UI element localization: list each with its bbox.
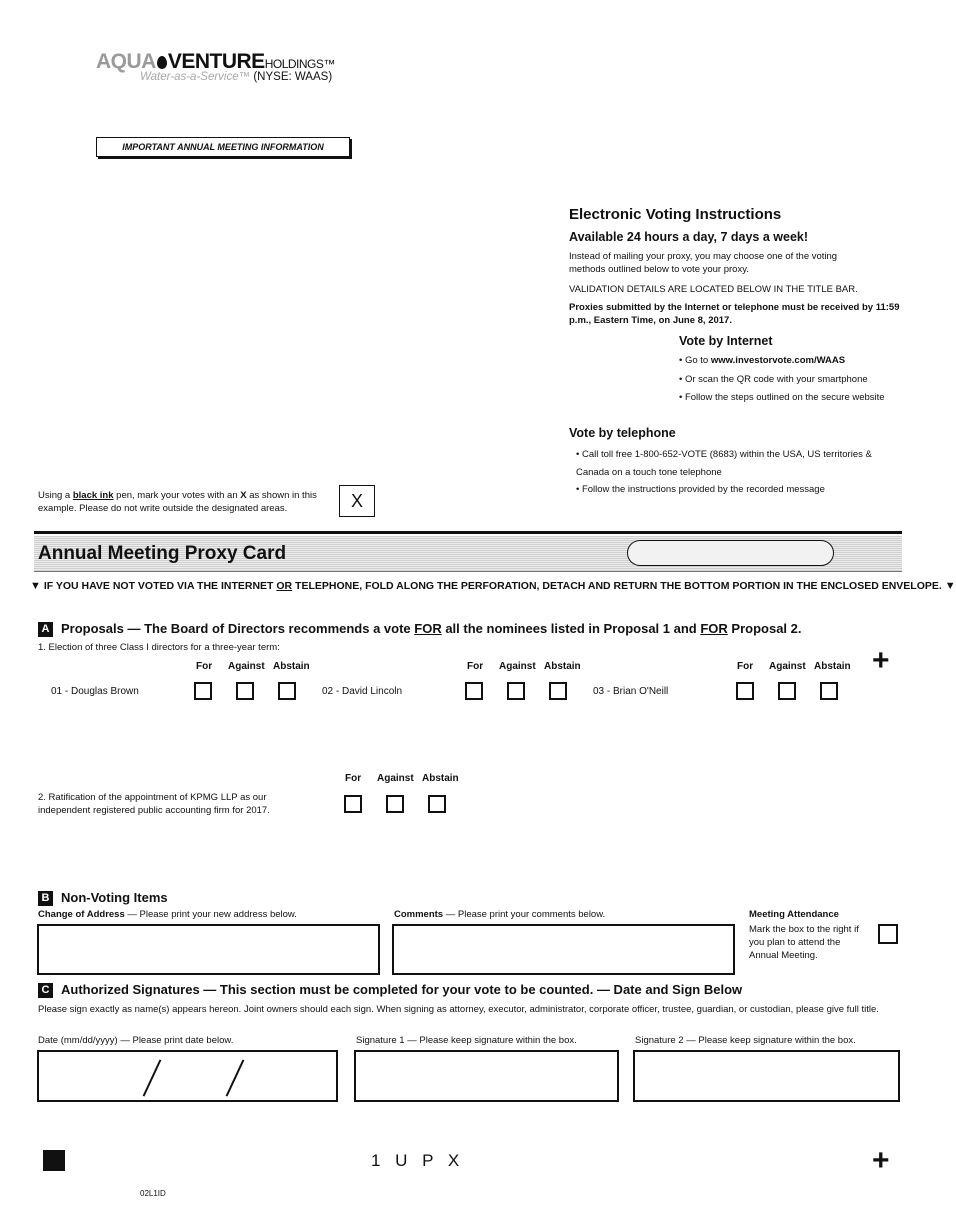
section-a-heading: Proposals — The Board of Directors recommends a vote FOR all the nominees listed in Proposal 1 and FOR Proposal 2.: [61, 621, 802, 636]
internet-step-3: • Follow the steps outlined on the secure website: [679, 392, 885, 403]
telephone-step-1: • Call toll free 1-800-652-VOTE (8683) within the USA, US territories & Canada on a touch tone telephone: [576, 449, 872, 478]
section-b-heading: Non-Voting Items: [61, 890, 168, 905]
nominee-3-for-checkbox[interactable]: [736, 682, 754, 700]
nominee-2-name: 02 - David Lincoln: [322, 686, 403, 697]
column-for: For: [345, 773, 362, 784]
proposal-2-text: 2. Ratification of the appointment of KPMG LLP as our independent registered public accounting firm for 2017.: [38, 792, 270, 816]
triangle-down-icon: ▼: [944, 580, 956, 592]
logo-venture-text: VENTURE: [167, 50, 265, 73]
logo-subline: [140, 71, 332, 83]
column-abstain: Abstain: [422, 773, 459, 784]
deadline-text: Proxies submitted by the Internet or telephone must be received by 11:59 p.m., Eastern Time, on June 8, 2017.: [569, 302, 900, 326]
meeting-attendance-checkbox[interactable]: [878, 924, 898, 944]
column-abstain: Abstain: [273, 661, 310, 672]
proposal-2-abstain-checkbox[interactable]: [428, 795, 446, 813]
column-against: Against: [499, 661, 536, 672]
date-label: Date (mm/dd/yyyy) — Please print date below.: [38, 1035, 234, 1046]
comments-field[interactable]: [392, 924, 735, 975]
registration-plus-mark: +: [872, 1144, 890, 1177]
logo-tagline: Water-as-a-Service™: [140, 71, 251, 83]
section-b-badge: B: [38, 891, 53, 906]
nominee-3-name: 03 - Brian O'Neill: [593, 686, 669, 697]
nominee-1-abstain-checkbox[interactable]: [278, 682, 296, 700]
internet-step-2: • Or scan the QR code with your smartphone: [679, 374, 868, 385]
date-separator: [143, 1059, 162, 1096]
logo-holdings-text: HOLDINGS™: [264, 57, 335, 71]
example-mark-box: X: [339, 485, 375, 517]
nominee-2-for-checkbox[interactable]: [465, 682, 483, 700]
column-for: For: [196, 661, 213, 672]
internet-step-1: • Go to www.investorvote.com/WAAS: [679, 355, 846, 366]
form-id: 02L1ID: [140, 1189, 166, 1198]
section-c-badge: C: [38, 983, 53, 998]
meeting-attendance-text: Mark the box to the right if you plan to attend the Annual Meeting.: [749, 924, 859, 961]
column-against: Against: [769, 661, 806, 672]
validation-text: VALIDATION DETAILS ARE LOCATED BELOW IN THE TITLE BAR.: [569, 284, 858, 295]
fold-instruction: ▼ IF YOU HAVE NOT VOTED VIA THE INTERNET OR TELEPHONE, FOLD ALONG THE PERFORATION, DETACH AND RETURN THE BOTTOM PORTION IN THE ENCLOSED ENVELOPE. ▼: [30, 580, 956, 592]
column-abstain: Abstain: [544, 661, 581, 672]
nominee-2-abstain-checkbox[interactable]: [549, 682, 567, 700]
column-for: For: [467, 661, 484, 672]
proposal-2-against-checkbox[interactable]: [386, 795, 404, 813]
electronic-voting-title: Electronic Voting Instructions: [569, 206, 782, 223]
comments-label: Comments — Please print your comments below.: [394, 909, 606, 920]
triangle-down-icon: ▼: [30, 580, 41, 592]
signature-instructions: Please sign exactly as name(s) appears hereon. Joint owners should each sign. When signing as attorney, executor, administrator, corporate officer, trustee, guardian, or custodian, please give full title.: [38, 1004, 879, 1015]
nominee-1-for-checkbox[interactable]: [194, 682, 212, 700]
nominee-2-against-checkbox[interactable]: [507, 682, 525, 700]
nominee-1-against-checkbox[interactable]: [236, 682, 254, 700]
ink-instruction: Using a black ink pen, mark your votes with an X as shown in this example. Please do not write outside the designated areas.: [38, 490, 317, 514]
proposal-2-for-checkbox[interactable]: [344, 795, 362, 813]
water-drop-icon: [157, 56, 167, 69]
banner-top-rule: [34, 531, 902, 534]
availability-text: Available 24 hours a day, 7 days a week!: [569, 230, 809, 244]
vote-telephone-title: Vote by telephone: [569, 426, 676, 440]
section-c-heading: Authorized Signatures — This section must be completed for your vote to be counted. — Date and Sign Below: [61, 982, 743, 997]
registration-plus-mark: +: [872, 644, 890, 677]
signature-2-label: Signature 2 — Please keep signature within the box.: [635, 1035, 856, 1046]
telephone-step-2: • Follow the instructions provided by the recorded message: [576, 484, 825, 495]
signature-2-field[interactable]: [633, 1050, 900, 1102]
proposal-1-text: 1. Election of three Class I directors for a three-year term:: [38, 642, 280, 653]
proxy-card-title: Annual Meeting Proxy Card: [38, 543, 287, 564]
column-for: For: [737, 661, 754, 672]
column-against: Against: [377, 773, 414, 784]
logo-aqua-text: AQUA: [96, 50, 156, 73]
validation-pill: [627, 540, 834, 566]
meeting-attendance-title: Meeting Attendance: [749, 909, 839, 920]
section-a-badge: A: [38, 622, 53, 637]
nominee-3-against-checkbox[interactable]: [778, 682, 796, 700]
signature-1-field[interactable]: [354, 1050, 619, 1102]
registration-square-mark: [43, 1150, 65, 1171]
signature-1-label: Signature 1 — Please keep signature within the box.: [356, 1035, 577, 1046]
date-separator: [226, 1059, 245, 1096]
nominee-3-abstain-checkbox[interactable]: [820, 682, 838, 700]
column-against: Against: [228, 661, 265, 672]
date-field[interactable]: [37, 1050, 338, 1102]
change-of-address-field[interactable]: [37, 924, 380, 975]
logo-ticker: (NYSE: WAAS): [253, 71, 333, 83]
instead-text: Instead of mailing your proxy, you may choose one of the voting methods outlined below to vote your proxy.: [569, 251, 838, 275]
investorvote-link[interactable]: www.investorvote.com/WAAS: [710, 355, 846, 366]
important-meeting-info-box: IMPORTANT ANNUAL MEETING INFORMATION: [96, 137, 350, 157]
nominee-1-name: 01 - Douglas Brown: [51, 686, 139, 697]
vote-internet-title: Vote by Internet: [679, 334, 773, 348]
column-abstain: Abstain: [814, 661, 851, 672]
change-of-address-label: Change of Address — Please print your new address below.: [38, 909, 297, 920]
form-code: 1 U P X: [371, 1151, 465, 1170]
